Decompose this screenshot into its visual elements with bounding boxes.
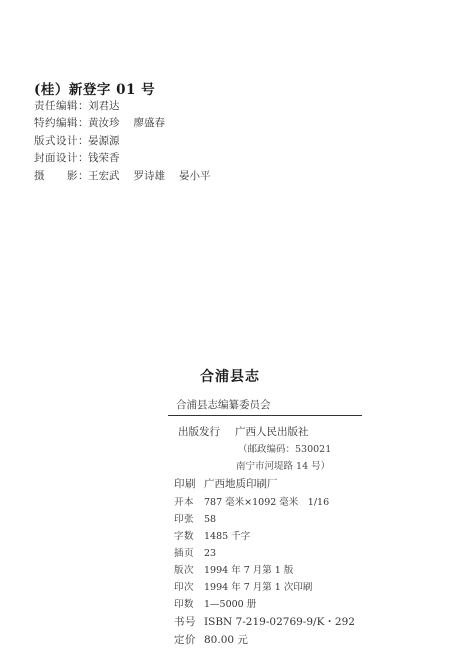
row-key: 印张	[174, 514, 195, 525]
address: 南宁市河堤路 14 号）	[236, 461, 331, 472]
row-value: 80.00 元	[204, 634, 248, 646]
credit-name: 刘君达	[88, 100, 120, 112]
row-key: 插页	[174, 548, 195, 559]
row-value: 58	[204, 514, 217, 525]
row-value: 广西地质印刷厂	[204, 478, 278, 490]
colophon-row-impression	[174, 579, 312, 593]
credit-line-layout-design	[34, 133, 120, 148]
colophon-row-isbn	[174, 614, 355, 629]
credit-label: 版式设计：	[34, 135, 89, 147]
colophon-row-sheets	[174, 511, 216, 525]
row-key: 开本	[174, 497, 195, 508]
credit-name: 晏源源	[88, 135, 120, 147]
row-key: 书号	[174, 616, 196, 628]
book-title: 合浦县志	[200, 369, 260, 385]
credit-line-editor	[34, 98, 120, 113]
row-key: 字数	[174, 531, 195, 542]
row-key: 定价	[174, 634, 196, 646]
row-value: 1485 千字	[204, 531, 251, 542]
row-value: 787 毫米×1092 毫米 1/16	[204, 497, 330, 508]
credit-name: 廖盛春	[133, 117, 165, 129]
credit-name: 晏小平	[179, 170, 211, 182]
colophon-row-plates	[174, 545, 216, 559]
credit-line-special-editor	[34, 115, 165, 130]
row-key: 印数	[174, 599, 195, 610]
credit-name: 王宏武	[88, 170, 120, 182]
row-key: 印次	[174, 582, 195, 593]
credit-label: 封面设计：	[34, 152, 89, 164]
publisher-label: 出版发行	[178, 426, 220, 438]
divider-rule	[168, 415, 362, 416]
credit-label: 摄 影：	[34, 170, 89, 182]
registration-number: (桂）新登字 01 号	[34, 82, 156, 98]
row-value: 1—5000 册	[204, 599, 257, 610]
credit-line-photography	[34, 168, 211, 183]
colophon-row-word-count	[174, 528, 250, 542]
row-key: 印刷	[174, 478, 196, 490]
row-value: ISBN 7-219-02769-9/K・292	[204, 616, 355, 628]
credit-name: 罗诗雄	[133, 170, 165, 182]
credit-line-cover-design	[34, 150, 120, 165]
publisher-name: 广西人民出版社	[235, 426, 309, 438]
colophon-row-format	[174, 494, 329, 508]
row-value: 23	[204, 548, 217, 559]
colophon-row-price	[174, 632, 248, 647]
credit-label: 特约编辑：	[34, 117, 89, 129]
credit-label: 责任编辑：	[34, 100, 89, 112]
credit-name: 钱荣香	[88, 152, 120, 164]
colophon-row-edition	[174, 562, 293, 576]
row-value: 1994 年 7 月第 1 版	[204, 565, 294, 576]
colophon-row-printer	[174, 476, 278, 491]
postcode: （邮政编码：530021	[238, 444, 332, 455]
colophon-row-print-run	[174, 596, 256, 610]
compiling-committee: 合浦县志编纂委员会	[176, 399, 271, 411]
row-key: 版次	[174, 565, 195, 576]
row-value: 1994 年 7 月第 1 次印刷	[204, 582, 313, 593]
credit-name: 黄汝珍	[88, 117, 120, 129]
